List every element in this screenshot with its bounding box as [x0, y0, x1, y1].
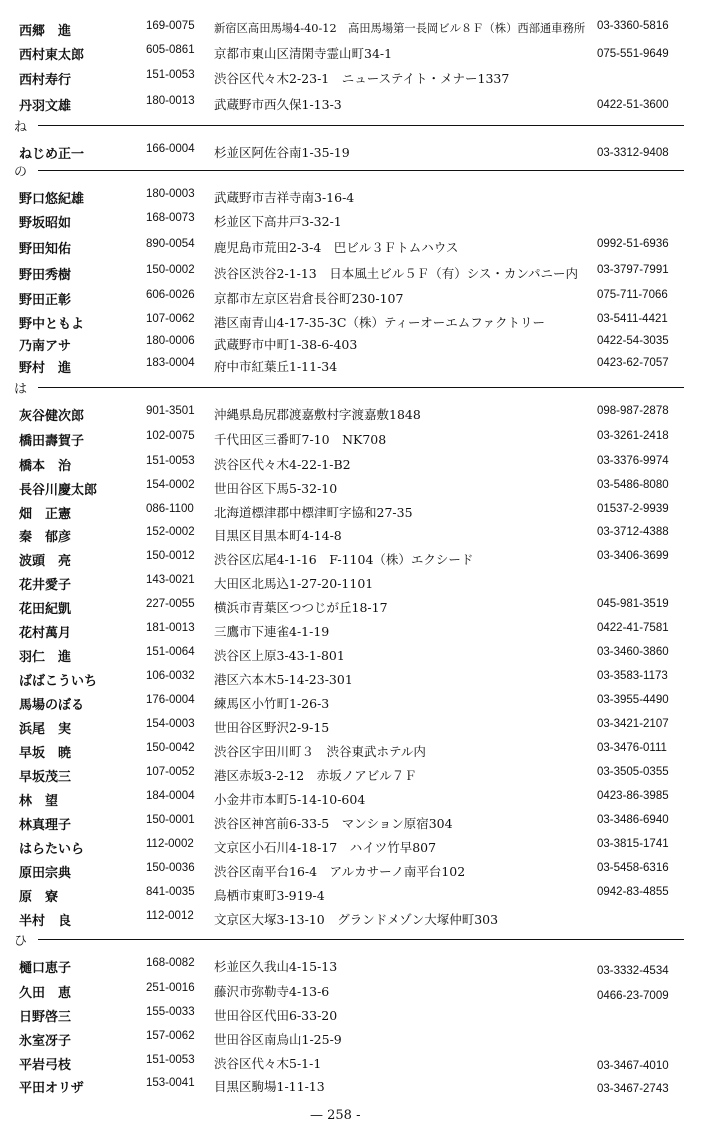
contact-name: 秦 郁彦 [19, 530, 72, 545]
list-item [0, 430, 708, 450]
list-item [0, 1054, 708, 1074]
contact-name: 馬場のぼる [19, 698, 85, 713]
contact-name: 林真理子 [19, 818, 72, 833]
list-item [0, 188, 708, 208]
section-letter: の [14, 165, 28, 180]
postal-code: 150-0001 [146, 814, 195, 826]
list-item [0, 1077, 708, 1097]
list-item [0, 212, 708, 232]
phone-number: 03-3505-0355 [597, 766, 669, 778]
postal-code: 180-0013 [146, 95, 195, 107]
address: 京都市東山区清閑寺霊山町34-1 [214, 46, 393, 61]
phone-number: 03-3476-0111 [597, 742, 667, 754]
postal-code: 152-0002 [146, 526, 195, 538]
postal-code: 157-0062 [146, 1030, 195, 1042]
contact-name: 久田 恵 [19, 986, 72, 1001]
list-item [0, 790, 708, 810]
list-item [0, 814, 708, 834]
address: 小金井市本町5-14-10-604 [214, 792, 366, 807]
section-header [0, 161, 708, 181]
phone-number: 01537-2-9939 [597, 503, 669, 515]
list-item [0, 598, 708, 618]
contact-name: 西郷 進 [19, 24, 72, 39]
postal-code: 112-0002 [146, 838, 194, 850]
list-item [0, 44, 708, 64]
address: 渋谷区南平台16-4 アルカサーノ南平台102 [214, 864, 466, 879]
list-item [0, 95, 708, 115]
phone-number: 045-981-3519 [597, 598, 669, 610]
contact-name: 氷室冴子 [19, 1034, 72, 1049]
list-item [0, 1006, 708, 1026]
list-item [0, 957, 708, 977]
contact-name: 日野啓三 [19, 1010, 72, 1025]
postal-code: 151-0053 [146, 69, 195, 81]
postal-code: 112-0012 [146, 910, 194, 922]
list-item [0, 405, 708, 425]
section-divider [38, 125, 684, 126]
phone-number: 03-3583-1173 [597, 670, 668, 682]
postal-code: 086-1100 [146, 503, 194, 515]
contact-name: 早坂茂三 [19, 770, 72, 785]
phone-number: 03-3460-3860 [597, 646, 669, 658]
section-letter: ね [14, 120, 28, 135]
postal-code: 151-0064 [146, 646, 195, 658]
contact-name: 野中ともよ [19, 317, 85, 332]
address: 武蔵野市吉祥寺南3-16-4 [214, 190, 355, 205]
address: 渋谷区神宮前6-33-5 マンション原宿304 [214, 816, 453, 831]
postal-code: 901-3501 [146, 405, 195, 417]
phone-number: 0466-23-7009 [597, 990, 669, 1002]
list-item [0, 550, 708, 570]
address: 千代田区三番町7-10 NK708 [214, 432, 387, 447]
contact-name: 長谷川慶太郎 [19, 483, 98, 498]
contact-name: 野田知佑 [19, 242, 72, 257]
postal-code: 150-0042 [146, 742, 195, 754]
phone-number: 075-711-7066 [597, 289, 668, 301]
postal-code: 184-0004 [146, 790, 195, 802]
list-item [0, 622, 708, 642]
contact-name: 野田正彰 [19, 293, 72, 308]
address: 渋谷区宇田川町３ 渋谷東武ホテル内 [214, 744, 426, 759]
postal-code: 181-0013 [146, 622, 195, 634]
list-item [0, 264, 708, 284]
address: 渋谷区渋谷2-1-13 日本風土ビル５Ｆ（有）シス・カンパニー内 [214, 266, 579, 281]
section-letter: ひ [14, 934, 28, 949]
postal-code: 180-0003 [146, 188, 195, 200]
phone-number: 03-3312-9408 [597, 147, 669, 159]
list-item [0, 455, 708, 475]
address: 渋谷区代々木2-23-1 ニューステイト・メナー1337 [214, 71, 510, 86]
contact-name: 乃南アサ [19, 339, 72, 354]
postal-code: 890-0054 [146, 238, 195, 250]
phone-number: 098-987-2878 [597, 405, 669, 417]
address: 文京区小石川4-18-17 ハイツ竹早807 [214, 840, 437, 855]
postal-code: 841-0035 [146, 886, 195, 898]
contact-name: 野村 進 [19, 361, 72, 376]
list-item [0, 670, 708, 690]
postal-code: 143-0021 [146, 574, 195, 586]
contact-name: 早坂 暁 [19, 746, 72, 761]
phone-number: 0422-54-3035 [597, 335, 669, 347]
section-header [0, 378, 708, 398]
postal-code: 154-0003 [146, 718, 195, 730]
list-item [0, 357, 708, 377]
list-item [0, 479, 708, 499]
address: 練馬区小竹町1-26-3 [214, 696, 330, 711]
postal-code: 154-0002 [146, 479, 195, 491]
address: 武蔵野市中町1-38-6-403 [214, 337, 358, 352]
address: 沖縄県島尻郡渡嘉敷村字渡嘉敷1848 [214, 407, 421, 422]
address: 渋谷区上原3-43-1-801 [214, 648, 345, 663]
contact-name: 原 寮 [19, 890, 59, 905]
section-divider [38, 170, 684, 171]
address: 文京区大塚3-13-10 グランドメゾン大塚仲町303 [214, 912, 499, 927]
postal-code: 227-0055 [146, 598, 195, 610]
address: 京都市左京区岩倉長谷町230-107 [214, 291, 404, 306]
address: 三鷹市下連雀4-1-19 [214, 624, 330, 639]
section-divider [38, 939, 684, 940]
phone-number: 0422-41-7581 [597, 622, 669, 634]
list-item [0, 238, 708, 258]
phone-number: 03-5486-8080 [597, 479, 669, 491]
address: 渋谷区代々木4-22-1-B2 [214, 457, 351, 472]
list-item [0, 886, 708, 906]
phone-number: 03-3467-4010 [597, 1060, 669, 1072]
address: 港区赤坂3-2-12 赤坂ノアビル７Ｆ [214, 768, 417, 783]
list-item [0, 646, 708, 666]
phone-number: 03-3467-2743 [597, 1083, 669, 1095]
postal-code: 176-0004 [146, 694, 195, 706]
section-header [0, 116, 708, 136]
address: 大田区北馬込1-27-20-1101 [214, 576, 374, 591]
phone-number: 03-3376-9974 [597, 455, 669, 467]
list-item [0, 69, 708, 89]
postal-code: 251-0016 [146, 982, 195, 994]
phone-number: 03-3797-7991 [597, 264, 669, 276]
postal-code: 106-0032 [146, 670, 195, 682]
contact-name: 浜尾 実 [19, 722, 72, 737]
address: 鳥栖市東町3-919-4 [214, 888, 325, 903]
postal-code: 169-0075 [146, 20, 195, 32]
address: 鹿児島市荒田2-3-4 巴ビル３Ｆトムハウス [214, 240, 459, 255]
phone-number: 03-3332-4534 [597, 965, 669, 977]
phone-number: 03-5458-6316 [597, 862, 669, 874]
list-item [0, 742, 708, 762]
list-item [0, 574, 708, 594]
postal-code: 606-0026 [146, 289, 195, 301]
contact-name: ねじめ正一 [19, 147, 85, 162]
contact-name: 野口悠紀雄 [19, 192, 85, 207]
postal-code: 150-0002 [146, 264, 195, 276]
postal-code: 168-0073 [146, 212, 195, 224]
contact-name: 花田紀凱 [19, 602, 72, 617]
address: 杉並区下高井戸3-32-1 [214, 214, 342, 229]
section-header [0, 930, 708, 950]
phone-number: 0942-83-4855 [597, 886, 669, 898]
list-item [0, 335, 708, 355]
postal-code: 107-0052 [146, 766, 195, 778]
postal-code: 150-0012 [146, 550, 195, 562]
page-number: — 258 - [310, 1108, 361, 1123]
section-divider [38, 387, 684, 388]
address: 世田谷区南烏山1-25-9 [214, 1032, 342, 1047]
phone-number: 03-5411-4421 [597, 313, 668, 325]
postal-code: 150-0036 [146, 862, 195, 874]
list-item [0, 718, 708, 738]
contact-name: 野坂昭如 [19, 216, 72, 231]
postal-code: 153-0041 [146, 1077, 195, 1089]
phone-number: 03-3261-2418 [597, 430, 669, 442]
address: 目黒区目黒本町4-14-8 [214, 528, 342, 543]
phone-number: 03-3815-1741 [597, 838, 669, 850]
phone-number: 0423-62-7057 [597, 357, 669, 369]
contact-name: 灰谷健次郎 [19, 409, 85, 424]
contact-name: 花村萬月 [19, 626, 72, 641]
postal-code: 151-0053 [146, 455, 195, 467]
phone-number: 03-3406-3699 [597, 550, 669, 562]
phone-number: 075-551-9649 [597, 48, 669, 60]
address: 渋谷区代々木5-1-1 [214, 1056, 322, 1071]
contact-name: 畑 正憲 [19, 507, 72, 522]
address: 横浜市青葉区つつじが丘18-17 [214, 600, 388, 615]
list-item [0, 289, 708, 309]
list-item [0, 20, 708, 40]
phone-number: 03-3421-2107 [597, 718, 669, 730]
contact-name: 半村 良 [19, 914, 72, 929]
contact-name: 平岩弓枝 [19, 1058, 72, 1073]
contact-name: 原田宗典 [19, 866, 72, 881]
list-item [0, 313, 708, 333]
phone-number: 0422-51-3600 [597, 99, 669, 111]
phone-number: 0992-51-6936 [597, 238, 669, 250]
address: 杉並区阿佐谷南1-35-19 [214, 145, 350, 160]
list-item [0, 1030, 708, 1050]
postal-code: 180-0006 [146, 335, 195, 347]
contact-name: 西村寿行 [19, 73, 72, 88]
postal-code: 605-0861 [146, 44, 195, 56]
contact-name: 花井愛子 [19, 578, 72, 593]
phone-number: 0423-86-3985 [597, 790, 669, 802]
list-item [0, 526, 708, 546]
contact-name: 平田オリザ [19, 1081, 84, 1096]
contact-name: 樋口恵子 [19, 961, 72, 976]
address: 目黒区駒場1-11-13 [214, 1079, 325, 1094]
postal-code: 107-0062 [146, 313, 195, 325]
contact-name: 波頭 亮 [19, 554, 72, 569]
section-letter: は [14, 382, 28, 397]
list-item [0, 694, 708, 714]
address: 新宿区高田馬場4-40-12 高田馬場第一長岡ビル８Ｆ（株）西部通車務所 [214, 22, 586, 35]
address: 世田谷区下馬5-32-10 [214, 481, 338, 496]
address: 武蔵野市西久保1-13-3 [214, 97, 342, 112]
contact-name: 橋本 治 [19, 459, 72, 474]
contact-name: はらたいら [19, 842, 85, 857]
list-item [0, 143, 708, 163]
postal-code: 168-0082 [146, 957, 195, 969]
address: 北海道標津郡中標津町字協和27-35 [214, 505, 413, 520]
postal-code: 166-0004 [146, 143, 195, 155]
postal-code: 183-0004 [146, 357, 195, 369]
list-item [0, 910, 708, 930]
address: 杉並区久我山4-15-13 [214, 959, 338, 974]
postal-code: 102-0075 [146, 430, 195, 442]
list-item [0, 862, 708, 882]
address: 世田谷区野沢2-9-15 [214, 720, 330, 735]
contact-name: 橋田壽賀子 [19, 434, 85, 449]
contact-name: 羽仁 進 [19, 650, 72, 665]
contact-name: 西村東太郎 [19, 48, 85, 63]
list-item [0, 503, 708, 523]
list-item [0, 766, 708, 786]
address: 府中市紅葉丘1-11-34 [214, 359, 338, 374]
address: 渋谷区広尾4-1-16 F-1104（株）エクシード [214, 552, 474, 567]
phone-number: 03-3486-6940 [597, 814, 669, 826]
address: 世田谷区代田6-33-20 [214, 1008, 338, 1023]
address: 港区南青山4-17-35-3C（株）ティーオーエムファクトリー [214, 315, 545, 330]
phone-number: 03-3712-4388 [597, 526, 669, 538]
address: 藤沢市弥勒寺4-13-6 [214, 984, 330, 999]
contact-name: 林 望 [19, 794, 59, 809]
list-item [0, 982, 708, 1002]
contact-name: ばばこういち [19, 674, 98, 689]
contact-name: 野田秀樹 [19, 268, 72, 283]
phone-number: 03-3955-4490 [597, 694, 669, 706]
phone-number: 03-3360-5816 [597, 20, 669, 32]
postal-code: 155-0033 [146, 1006, 195, 1018]
postal-code: 151-0053 [146, 1054, 195, 1066]
list-item [0, 838, 708, 858]
address: 港区六本木5-14-23-301 [214, 672, 353, 687]
contact-name: 丹羽文雄 [19, 99, 72, 114]
